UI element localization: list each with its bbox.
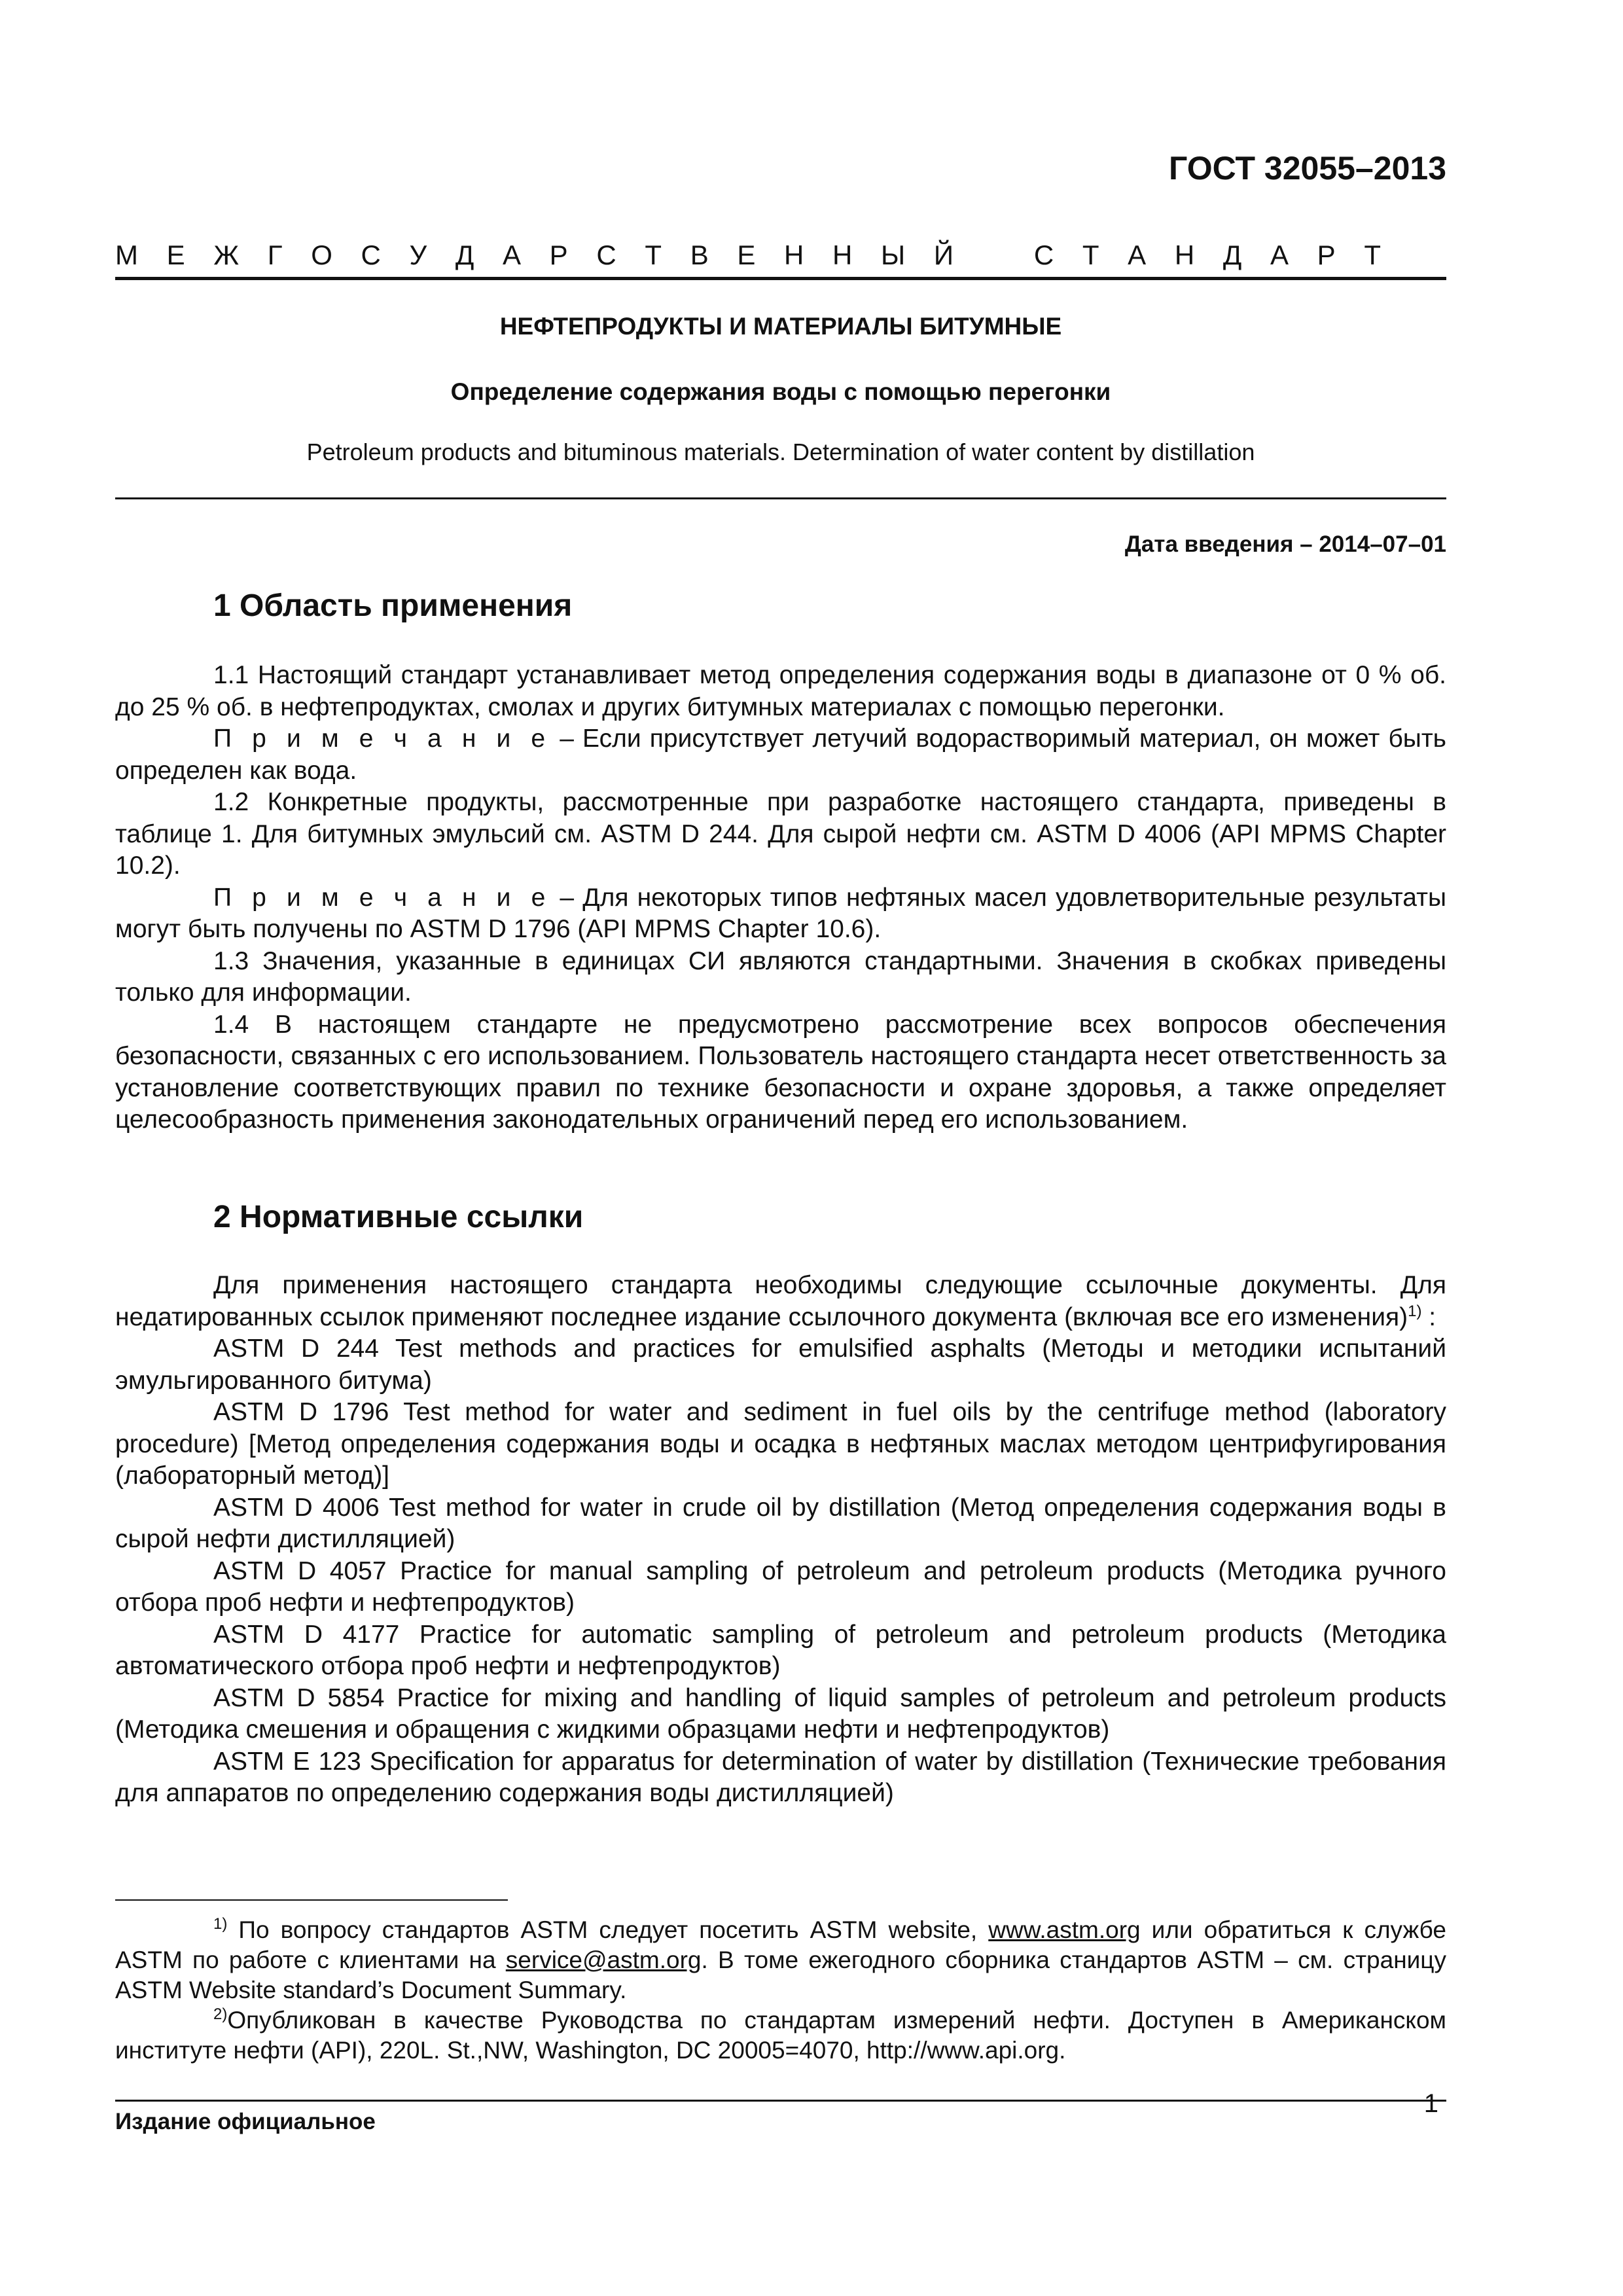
page-number: 1 bbox=[1423, 2089, 1438, 2118]
reference-item: ASTM D 5854 Practice for mixing and handling of liquid samples of petroleum and petroleum products (Методика смешения и обращения с жидкими образцами нефти и нефтепродуктов) bbox=[115, 1683, 1446, 1744]
footnote-separator bbox=[115, 1899, 508, 1901]
reference-item: ASTM D 4006 Test method for water in crude oil by distillation (Метод определения содержания воды в сырой нефти дистилляцией) bbox=[115, 1493, 1446, 1553]
intro-end: : bbox=[1421, 1302, 1436, 1331]
section-2-heading: 2 Нормативные ссылки bbox=[213, 1200, 584, 1234]
reference-item: ASTM D 4177 Practice for automatic sampling of petroleum and petroleum products (Методика автоматического отбора проб нефти и нефтепродуктов) bbox=[115, 1620, 1446, 1680]
footer-rule bbox=[115, 2100, 1446, 2102]
title-rule bbox=[115, 497, 1446, 499]
reference-item: ASTM D 1796 Test method for water and sediment in fuel oils by the centrifuge method (laboratory procedure) [Метод определения содержания воды и осадка в нефтяных маслах методом центрифугирования (лабораторный метод)] bbox=[115, 1398, 1446, 1490]
footnote-2 bbox=[115, 2005, 1446, 2066]
title-main: НЕФТЕПРОДУКТЫ И МАТЕРИАЛЫ БИТУМНЫЕ bbox=[499, 313, 1062, 340]
section-1-heading: 1 Область применения bbox=[213, 588, 573, 623]
footnote-text: . В томе ежегодного сборника стандартов ASTM – см. страницу ASTM Website standard’s Document Summary. bbox=[115, 1946, 1446, 2003]
reference-item: ASTM D 4057 Practice for manual sampling of petroleum and petroleum products (Методика ручного отбора проб нефти и нефтепродуктов) bbox=[115, 1556, 1446, 1617]
document-number: ГОСТ 32055–2013 bbox=[1169, 150, 1446, 187]
footnote-mark: 2) bbox=[213, 2005, 228, 2023]
note-label: П р и м е ч а н и е bbox=[213, 883, 552, 912]
footnote-text: По вопросу стандартов ASTM следует посетить ASTM website, bbox=[227, 1916, 989, 1943]
paragraph-1-2: 1.2 Конкретные продукты, рассмотренные при разработке настоящего стандарта, приведены в таблице 1. Для битумных эмульсий см. ASTM D 244. Для сырой нефти см. ASTM D 4006 (API MPMS Chapter 10.2). bbox=[115, 788, 1446, 880]
section-1-body bbox=[115, 660, 1446, 1136]
note-label: П р и м е ч а н и е bbox=[213, 725, 552, 753]
header-rule bbox=[115, 277, 1446, 280]
standard-word: С Т А Н Д А Р Т bbox=[1033, 240, 1387, 270]
paragraph-1-1: 1.1 Настоящий стандарт устанавливает метод определения содержания воды в диапазоне от 0 % об. до 25 % об. в нефтепродуктах, смолах и других битумных материалах с помощью перегонки. bbox=[115, 661, 1446, 721]
footnote-text: или обратиться к службе ASTM по работе с клиентами на bbox=[115, 1916, 1446, 1973]
section-2-body bbox=[115, 1270, 1446, 1810]
astm-website-link[interactable]: www.astm.org bbox=[988, 1916, 1141, 1943]
note-text: – Для некоторых типов нефтяных масел удовлетворительные результаты могут быть получены по ASTM D 1796 (API MPMS Chapter 10.6). bbox=[115, 883, 1446, 943]
footnote-mark: 1) bbox=[213, 1915, 228, 1933]
interstate-word: М Е Ж Г О С У Д А Р С Т В Е Н Н Ы Й bbox=[115, 240, 961, 270]
reference-item: ASTM D 244 Test methods and practices for emulsified asphalts (Методы и методики испытаний эмульгированного битума) bbox=[115, 1335, 1446, 1395]
footnote-ref: 1) bbox=[1408, 1302, 1422, 1320]
interstate-standard-banner bbox=[115, 240, 1446, 271]
reference-item: ASTM E 123 Specification for apparatus for determination of water by distillation (Технические требования для аппаратов по определению содержания воды дистилляцией) bbox=[115, 1747, 1446, 1807]
note-2 bbox=[115, 882, 1446, 946]
title-english: Petroleum products and bituminous materials. Determination of water content by distillation bbox=[306, 439, 1255, 465]
astm-email-link[interactable]: service@astm.org bbox=[505, 1946, 702, 1973]
paragraph-1-4: 1.4 В настоящем стандарте не предусмотрено рассмотрение всех вопросов обеспечения безопасности, связанных с его использованием. Пользователь настоящего стандарта несет ответственность за установление соответствующих правил по технике безопасности и охране здоровья, а также определяет целесообразность применения законодательных ограничений перед его использованием. bbox=[115, 1010, 1446, 1134]
note-text: – Если присутствует летучий водорастворимый материал, он может быть определен как вода. bbox=[115, 725, 1446, 785]
footnote-text: Опубликован в качестве Руководства по стандартам измерений нефти. Доступен в Американском институте нефти (API), 220L. St.,NW, Washington, DC 20005=4070, http://www.api.org. bbox=[115, 2007, 1446, 2064]
title-sub: Определение содержания воды с помощью перегонки bbox=[450, 378, 1111, 405]
introduction-date: Дата введения – 2014–07–01 bbox=[1124, 531, 1446, 557]
section-2-intro bbox=[115, 1270, 1446, 1333]
footnote-1 bbox=[115, 1915, 1446, 2005]
note-1 bbox=[115, 723, 1446, 787]
footnotes bbox=[115, 1915, 1446, 2066]
intro-text: Для применения настоящего стандарта необходимы следующие ссылочные документы. Для недатированных ссылок применяют последнее издание ссылочного документа (включая все его изменения) bbox=[115, 1271, 1446, 1331]
paragraph-1-3: 1.3 Значения, указанные в единицах СИ являются стандартными. Значения в скобках приведены только для информации. bbox=[115, 946, 1446, 1007]
official-edition-label: Издание официальное bbox=[115, 2109, 376, 2134]
